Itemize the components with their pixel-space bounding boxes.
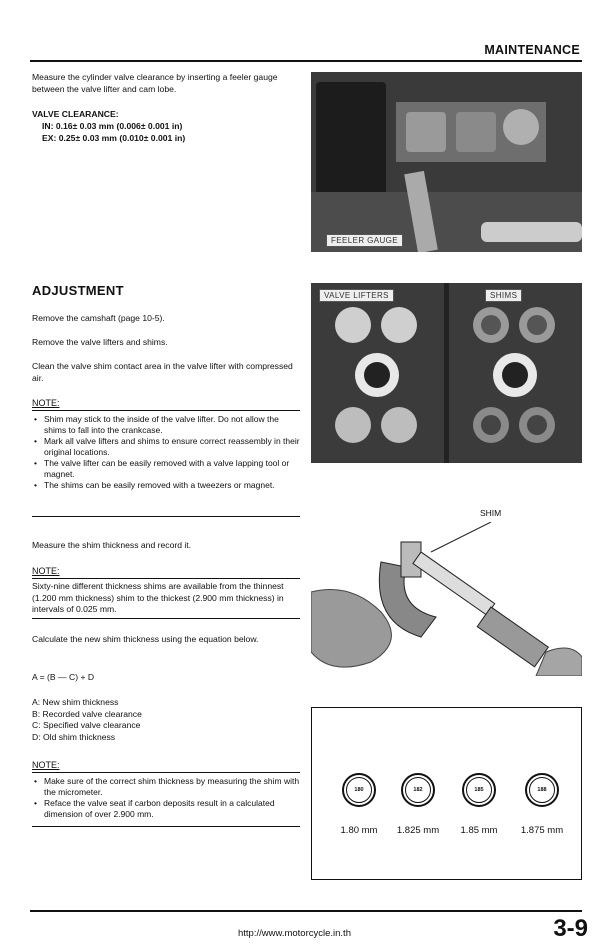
adjustment-step-4: Measure the shim thickness and record it. bbox=[32, 540, 192, 550]
header-rule bbox=[30, 60, 582, 62]
note-1-bottom-rule bbox=[32, 516, 300, 517]
note-3-item: • Reface the valve seat if carbon deposits result in a calculated dimension of over 2.900 mm. bbox=[32, 798, 300, 820]
shim-size-label: 1.825 mm bbox=[396, 825, 440, 836]
shim-mark: 182 bbox=[405, 777, 431, 803]
shim-icon bbox=[525, 773, 559, 807]
valve-clearance-title: VALVE CLEARANCE: bbox=[32, 109, 119, 119]
page-number: 3-9 bbox=[553, 915, 588, 942]
legend-item: C: Specified valve clearance bbox=[32, 720, 141, 731]
equation-legend bbox=[32, 697, 302, 743]
note-2-text: Sixty-nine different thickness shims are available from the thinnest (1.200 mm thickness) shim to the thickest (2.900 mm thickness) in intervals of 0.025 mm. bbox=[32, 581, 284, 615]
cylinder-head-illustration bbox=[311, 283, 582, 463]
feeler-gauge-caption: FEELER GAUGE bbox=[326, 234, 403, 247]
legend-item: B: Recorded valve clearance bbox=[32, 708, 142, 719]
note-2-label: NOTE: bbox=[32, 566, 60, 576]
footer-rule bbox=[30, 910, 582, 912]
note-1-list bbox=[32, 414, 300, 491]
adjustment-title: ADJUSTMENT bbox=[32, 283, 124, 298]
note-3-list bbox=[32, 776, 300, 820]
shim-equation: A = (B — C) + D bbox=[32, 672, 95, 682]
note-3-label: NOTE: bbox=[32, 760, 60, 770]
note-1-label: NOTE: bbox=[32, 398, 60, 408]
note-3-top-rule bbox=[32, 772, 300, 773]
note-3-bottom-rule bbox=[32, 826, 300, 827]
note-3-item: • Make sure of the correct shim thickness by measuring the shim with the micrometer. bbox=[32, 776, 300, 798]
legend-item: D: Old shim thickness bbox=[32, 731, 116, 742]
adjustment-step-5: Calculate the new shim thickness using the equation below. bbox=[32, 634, 259, 644]
note-1-item: • The shims can be easily removed with a tweezers or magnet. bbox=[32, 480, 300, 491]
note-2-top-rule bbox=[32, 578, 300, 579]
valve-clearance-in: IN: 0.16± 0.03 mm (0.006± 0.001 in) bbox=[42, 121, 183, 131]
shim-icon bbox=[342, 773, 376, 807]
shim-size-label: 1.875 mm bbox=[520, 825, 564, 836]
adjustment-step-3: Clean the valve shim contact area in the valve lifter with compressed air. bbox=[32, 361, 293, 383]
shim-sizes-box bbox=[311, 707, 582, 880]
shims-caption: SHIMS bbox=[485, 289, 522, 302]
feeler-gauge-photo bbox=[311, 72, 582, 252]
engine-head-illustration bbox=[311, 72, 582, 252]
note-1-top-rule bbox=[32, 410, 300, 411]
inspection-intro: Measure the cylinder valve clearance by inserting a feeler gauge between the valve lifter and cam lobe. bbox=[32, 72, 278, 94]
note-1-item: • The valve lifter can be easily removed with a valve lapping tool or magnet. bbox=[32, 458, 300, 480]
shim-label: SHIM bbox=[480, 508, 502, 518]
shim-size-label: 1.85 mm bbox=[460, 825, 498, 836]
note-2-bottom-rule bbox=[32, 618, 300, 619]
shim-mark: 180 bbox=[346, 777, 372, 803]
shim-size-label: 1.80 mm bbox=[340, 825, 378, 836]
note-1-item: • Shim may stick to the inside of the valve lifter. Do not allow the shims to fall into the crankcase. bbox=[32, 414, 300, 436]
shim-icon bbox=[462, 773, 496, 807]
note-1-item: • Mark all valve lifters and shims to ensure correct reassembly in their original locations. bbox=[32, 436, 300, 458]
valve-clearance-ex: EX: 0.25± 0.03 mm (0.010± 0.001 in) bbox=[42, 133, 186, 143]
adjustment-step-1: Remove the camshaft (page 10-5). bbox=[32, 313, 165, 323]
shim-mark: 185 bbox=[466, 777, 492, 803]
shim-mark: 188 bbox=[529, 777, 555, 803]
shim-icon bbox=[401, 773, 435, 807]
valve-lifters-shims-photo bbox=[311, 283, 582, 463]
page-header-title: MAINTENANCE bbox=[484, 43, 580, 57]
valve-lifters-caption: VALVE LIFTERS bbox=[319, 289, 394, 302]
micrometer-illustration bbox=[311, 522, 582, 676]
adjustment-step-2: Remove the valve lifters and shims. bbox=[32, 337, 168, 347]
micrometer-photo bbox=[311, 522, 582, 676]
legend-item: A: New shim thickness bbox=[32, 697, 119, 707]
footer-url[interactable]: http://www.motorcycle.in.th bbox=[238, 928, 351, 939]
